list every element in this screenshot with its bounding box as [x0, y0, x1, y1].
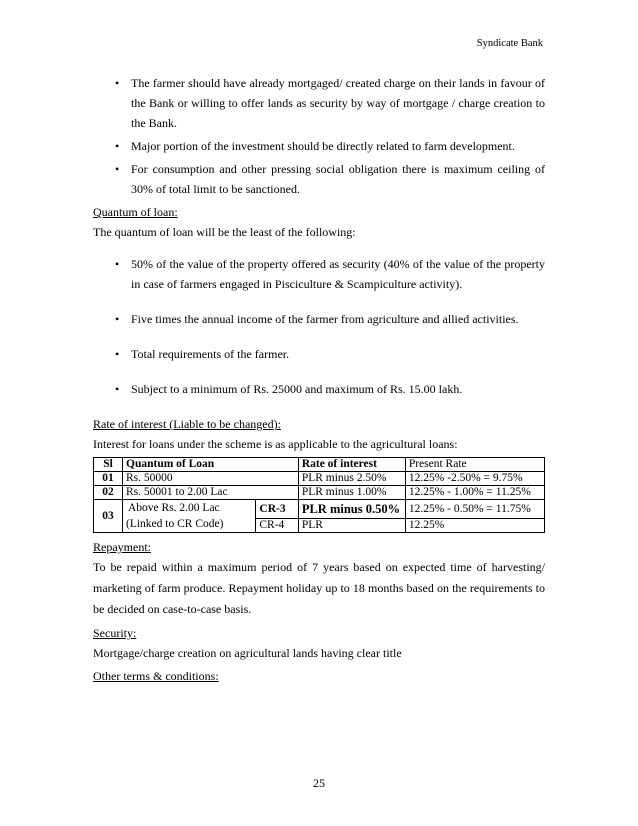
table-row [94, 500, 545, 519]
rate-intro: Interest for loans under the scheme is as applicable to the agricultural loans: [93, 437, 458, 451]
cell-rate: PLR [298, 519, 405, 533]
running-header: Syndicate Bank [476, 38, 543, 49]
table-header-row [94, 458, 545, 472]
list-item: • Subject to a minimum of Rs. 25000 and maximum of Rs. 15.00 lakh. [93, 379, 545, 399]
cell-rate: PLR minus 2.50% [298, 472, 405, 486]
list-item: • Major portion of the investment should be directly related to farm development. [93, 136, 545, 156]
quantum-list [93, 254, 545, 399]
cell-quantum: Rs. 50000 [123, 472, 299, 486]
table-row [94, 486, 545, 500]
cell-quantum [123, 500, 256, 533]
section-heading-security: Security: [93, 626, 137, 640]
quantum-line: (Linked to CR Code) [126, 518, 224, 530]
list-item: • For consumption and other pressing social obligation there is maximum ceiling of 30% of total limit to be sanctioned. [93, 159, 545, 199]
eligibility-list [93, 73, 545, 199]
list-item: • 50% of the value of the property offered as security (40% of the value of the property in case of farmers engaged in Pisciculture & Scampiculture activity). [93, 254, 545, 294]
cell-present-rate: 12.25% - 1.00% = 11.25% [405, 486, 544, 500]
cell-quantum: Rs. 50001 to 2.00 Lac [123, 486, 299, 500]
section-heading-repayment: Repayment: [93, 540, 151, 554]
page-content [93, 73, 545, 686]
section-heading-other-terms: Other terms & conditions: [93, 669, 219, 683]
cell-present-rate: 12.25% - 0.50% = 11.75% [405, 500, 544, 519]
page-number: 25 [313, 776, 325, 790]
cell-cr-code: CR-4 [256, 519, 298, 533]
table-row [94, 472, 545, 486]
list-item: • The farmer should have already mortgaged/ created charge on their lands in favour of the Bank or willing to offer lands as security by way of mortgage / charge creation to the Bank. [93, 73, 545, 133]
list-item: • Five times the annual income of the farmer from agriculture and allied activities. [93, 309, 545, 329]
column-header-sl: Sl [94, 458, 123, 472]
cell-cr-code: CR-3 [256, 500, 298, 519]
column-header-rate: Rate of interest [298, 458, 405, 472]
section-heading-quantum: Quantum of loan: [93, 205, 178, 219]
column-header-present-rate: Present Rate [405, 458, 544, 472]
repayment-text: To be repaid within a maximum period of 7 years based on expected time of harvesting/ marketing of farm produce. Repayment holiday up to 18 months based on the requirements to be decided on case-to-case basis. [93, 560, 545, 616]
cell-rate: PLR minus 0.50% [298, 500, 405, 519]
cell-sl: 02 [94, 486, 123, 500]
interest-rate-table [93, 457, 545, 533]
cell-present-rate: 12.25% [405, 519, 544, 533]
quantum-intro: The quantum of loan will be the least of the following: [93, 225, 356, 239]
section-heading-rate: Rate of interest (Liable to be changed): [93, 417, 281, 431]
cell-sl: 03 [94, 500, 123, 533]
cell-present-rate: 12.25% -2.50% = 9.75% [405, 472, 544, 486]
cell-sl: 01 [94, 472, 123, 486]
security-text: Mortgage/charge creation on agricultural lands having clear title [93, 646, 402, 660]
column-header-quantum: Quantum of Loan [123, 458, 299, 472]
cell-rate: PLR minus 1.00% [298, 486, 405, 500]
list-item: • Total requirements of the farmer. [93, 344, 545, 364]
quantum-line: Above Rs. 2.00 Lac [128, 502, 220, 514]
